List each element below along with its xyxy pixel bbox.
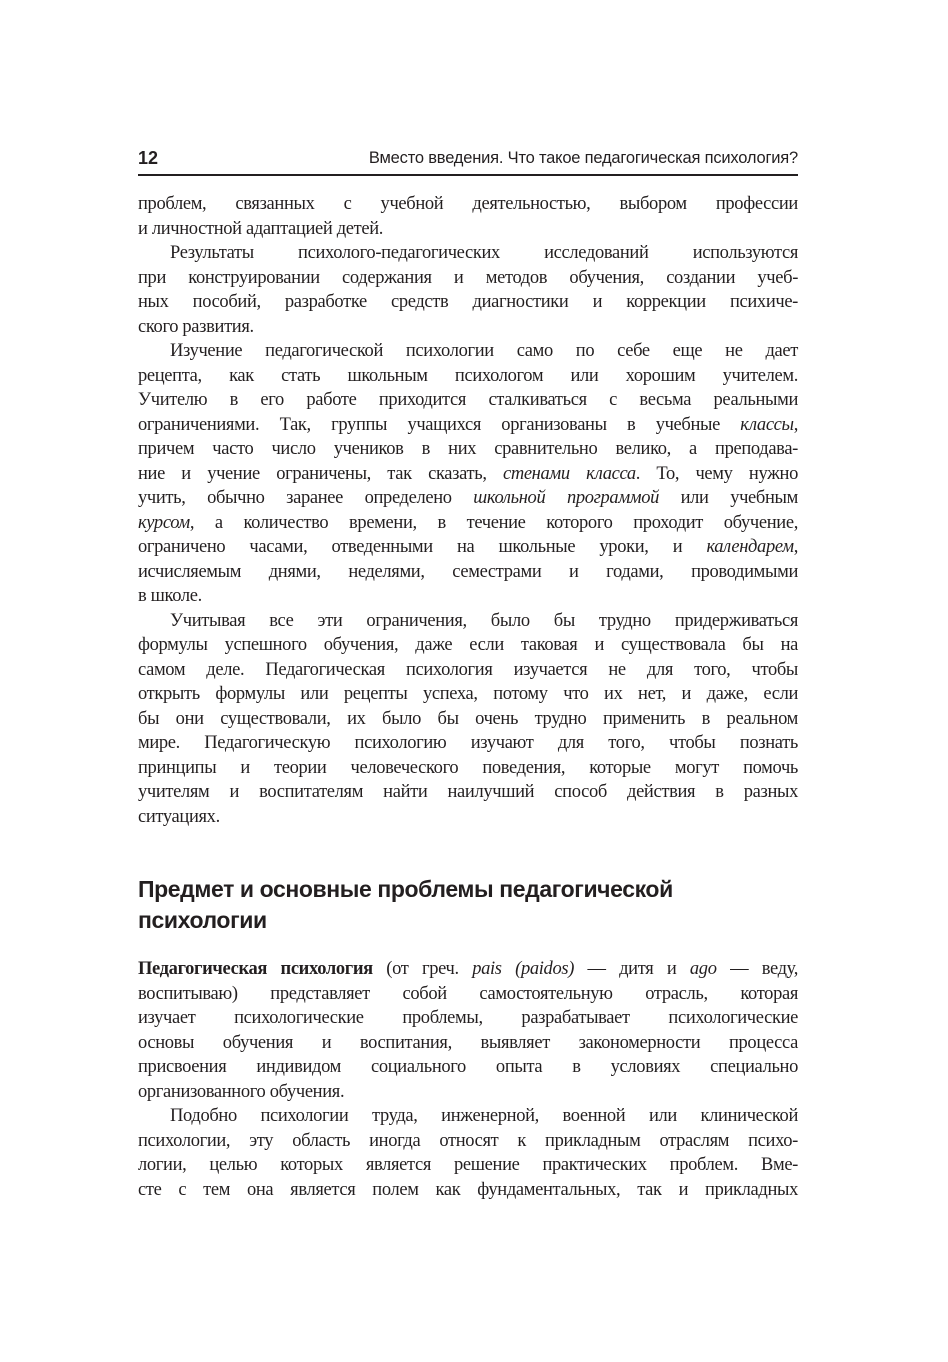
body-text-block-1 — [138, 192, 798, 829]
text-line — [138, 339, 798, 364]
text-run: исчисляемым днями, неделями, семестрами и годами, проводимыми — [138, 561, 798, 582]
text-line — [138, 462, 798, 487]
text-line — [138, 1129, 798, 1154]
page-number: 12 — [138, 148, 159, 168]
page-header — [138, 148, 798, 172]
text-line — [138, 756, 798, 781]
text-run: учителям и воспитателям найти наилучший способ действия в разных — [138, 782, 798, 802]
text-run: ных пособий, разработке средств диагностики и коррекции психиче- — [138, 292, 798, 312]
text-run: ситуациях. — [138, 806, 220, 827]
italic-term: календарем — [706, 537, 794, 557]
text-run: , а количество времени, в течение которого проходит обучение, — [189, 512, 798, 533]
text-run: принципы и теории человеческого поведения, которые могут помочь — [138, 757, 798, 778]
text-line — [138, 584, 798, 609]
text-run: присвоения индивидом социального опыта в условиях специально — [138, 1057, 798, 1077]
section-heading — [138, 874, 798, 936]
italic-term: ago — [689, 959, 717, 979]
text-line — [138, 192, 798, 217]
text-run: (от греч. — [372, 959, 473, 979]
text-run: формулы успешного обучения, даже если таковая и существовала бы на — [138, 635, 798, 655]
text-line — [138, 805, 798, 830]
text-line — [138, 511, 798, 536]
text-line — [138, 1006, 798, 1031]
italic-term: курсом — [138, 512, 190, 533]
text-line — [138, 266, 798, 291]
italic-term: классы — [740, 414, 794, 435]
text-run: причем часто число учеников в них сравнительно велико, а преподава- — [138, 439, 798, 459]
text-run: Результаты психолого-педагогических исследований используются — [170, 243, 798, 263]
text-line — [138, 1031, 798, 1056]
text-line — [138, 217, 798, 242]
italic-term: стенами класса — [502, 463, 636, 484]
text-line — [138, 707, 798, 732]
text-line — [138, 682, 798, 707]
text-line — [138, 486, 798, 511]
text-line — [138, 609, 798, 634]
text-line — [138, 241, 798, 266]
text-line — [138, 364, 798, 389]
text-run: при конструировании содержания и методов обучения, создании учеб- — [138, 267, 798, 288]
text-line — [138, 388, 798, 413]
header-rule — [138, 174, 798, 176]
text-run: рецепта, как стать школьным психологом или хорошим учителем. — [138, 365, 798, 386]
body-text-block-2 — [138, 957, 798, 1202]
text-run: сте с тем она является полем как фундаментальных, так и прикладных — [138, 1179, 798, 1200]
text-run: Учитывая все эти ограничения, было бы трудно придерживаться — [170, 610, 798, 631]
text-run: психологии, эту область иногда относят к прикладным отраслям психо- — [138, 1130, 798, 1151]
text-run: ограничениями. Так, группы учащихся организованы в учебные — [138, 414, 741, 435]
text-run: бы они существовали, их было бы очень трудно применить в реальном — [138, 708, 798, 729]
text-run: Учителю в его работе приходится сталкиваться с весьма реальными — [138, 390, 798, 410]
text-run: — дитя и — [574, 959, 690, 979]
text-line — [138, 633, 798, 658]
italic-term: школьной программой — [473, 488, 660, 508]
text-line — [138, 535, 798, 560]
text-run: . То, чему нужно — [635, 463, 798, 484]
section-heading-line: психологии — [138, 907, 267, 933]
italic-term: pais (paidos) — [472, 959, 574, 979]
text-run: основы обучения и воспитания, выявляет закономерности процесса — [138, 1032, 798, 1053]
text-line — [138, 1080, 798, 1105]
text-line — [138, 290, 798, 315]
text-run: — веду, — [716, 959, 798, 979]
text-line — [138, 315, 798, 340]
text-line — [138, 1178, 798, 1203]
text-line — [138, 560, 798, 585]
text-run: или учебным — [659, 488, 798, 508]
text-run: воспитываю) представляет собой самостоятельную отрасль, которая — [138, 983, 798, 1004]
text-line — [138, 1055, 798, 1080]
text-line — [138, 658, 798, 683]
text-run: и личностной адаптацией детей. — [138, 218, 384, 239]
text-line — [138, 413, 798, 438]
text-run: , — [793, 537, 798, 557]
text-run: ского развития. — [138, 316, 254, 337]
text-run: изучает психологические проблемы, разрабатывает психологические — [138, 1008, 798, 1028]
running-title: Вместо введения. Что такое педагогическая психология? — [368, 149, 798, 167]
text-run: самом деле. Педагогическая психология изучается не для того, чтобы — [138, 659, 798, 680]
text-line — [138, 1153, 798, 1178]
text-run: ние и учение ограничены, так сказать, — [138, 463, 503, 484]
text-run: мире. Педагогическую психологию изучают для того, чтобы познать — [138, 733, 798, 753]
bold-term: Педагогическая психология — [138, 959, 373, 979]
text-run: , — [793, 414, 798, 435]
text-run: проблем, связанных с учебной деятельностью, выбором профессии — [138, 194, 798, 214]
text-line — [138, 437, 798, 462]
text-run: открыть формулы или рецепты успеха, потому что их нет, и даже, если — [138, 684, 798, 704]
text-line — [138, 731, 798, 756]
text-run: учить, обычно заранее определено — [138, 488, 474, 508]
section-heading-line: Предмет и основные проблемы педагогической — [138, 876, 673, 902]
text-run: ограничено часами, отведенными на школьные уроки, и — [138, 537, 707, 557]
text-line — [138, 957, 798, 982]
text-run: Подобно психологии труда, инженерной, военной или клинической — [170, 1106, 798, 1126]
text-run: логии, целью которых является решение практических проблем. Вме- — [138, 1155, 798, 1175]
text-line — [138, 780, 798, 805]
text-line — [138, 1104, 798, 1129]
text-line — [138, 982, 798, 1007]
text-run: в школе. — [138, 586, 202, 606]
text-run: Изучение педагогической психологии само по себе еще не дает — [170, 341, 798, 361]
text-run: организованного обучения. — [138, 1081, 345, 1102]
